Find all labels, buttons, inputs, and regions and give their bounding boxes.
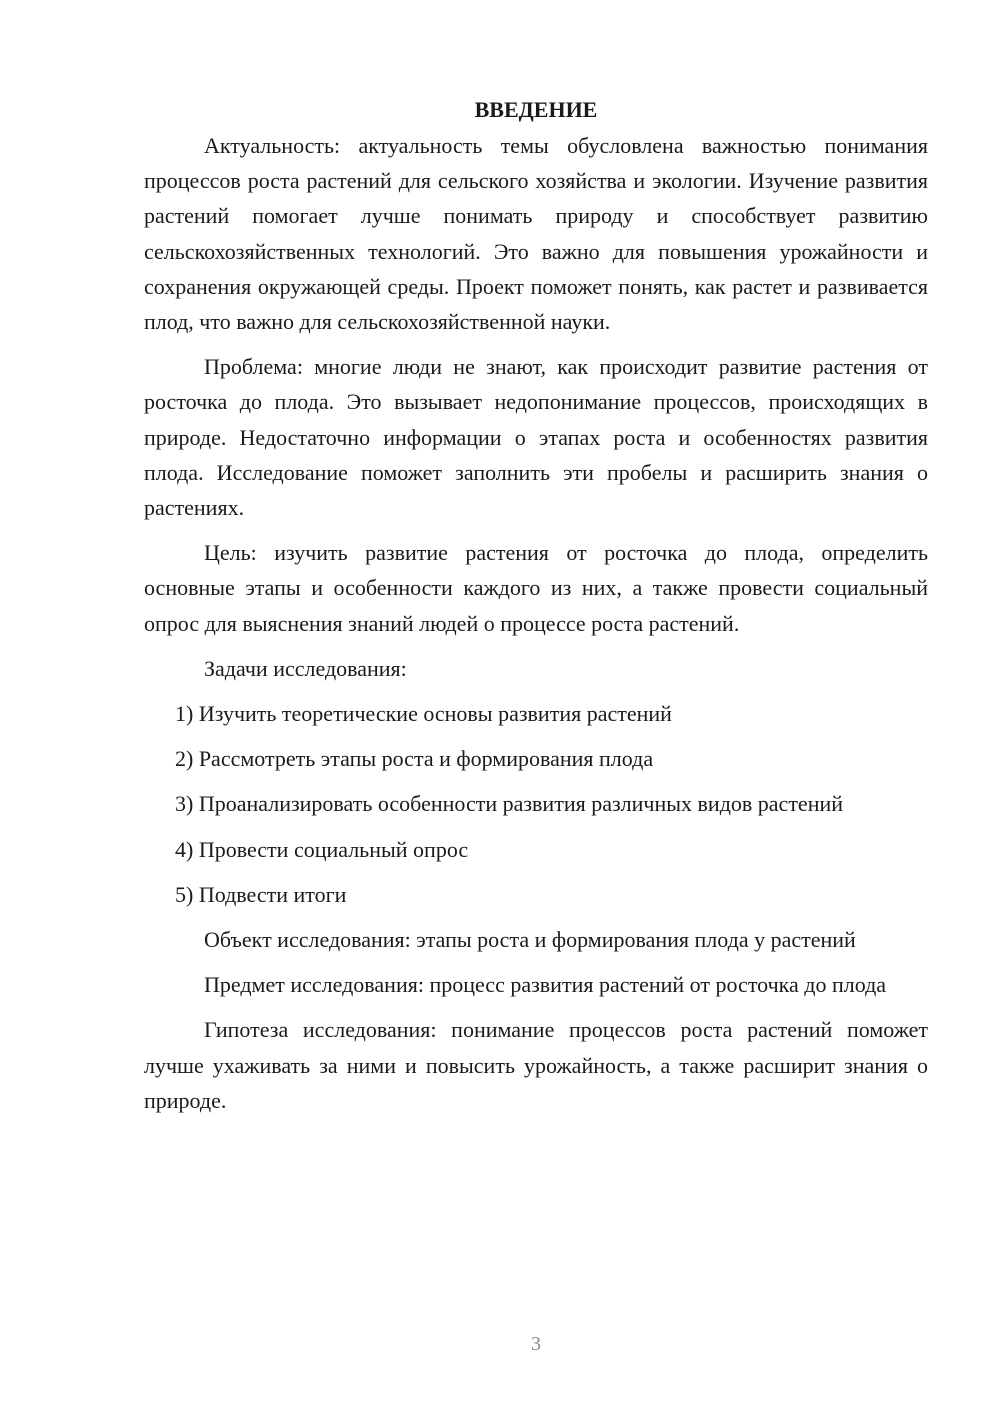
paragraph-goal: Цель: изучить развитие растения от росточка до плода, определить основные этапы и особенности каждого из них, а также провести социальный опрос для выяснения знаний людей о процессе роста растений. xyxy=(144,540,928,636)
task-item: 1) Изучить теоретические основы развития растений xyxy=(175,701,672,727)
paragraph-object: Объект исследования: этапы роста и формирования плода у растений xyxy=(204,927,856,953)
task-item: 3) Проанализировать особенности развития различных видов растений xyxy=(175,791,844,817)
task-item: 5) Подвести итоги xyxy=(175,881,347,907)
section-title: ВВЕДЕНИЕ xyxy=(474,97,598,122)
document-page xyxy=(144,92,928,1128)
page-number: 3 xyxy=(531,1333,541,1355)
paragraph-problem: Проблема: многие люди не знают, как происходит развитие растения от росточка до плода. Это вызывает недопонимание процессов, происходящих в природе. Недостаточно информации о этапах роста и особенностях развития плода. Исследование поможет заполнить эти пробелы и расширить знания о растениях. xyxy=(144,354,928,521)
paragraph-subject: Предмет исследования: процесс развития растений от росточка до плода xyxy=(204,972,887,998)
paragraph-hypothesis: Гипотеза исследования: понимание процессов роста растений поможет лучше ухаживать за ними и повысить урожайность, а также расширит знания о природе. xyxy=(144,1017,928,1113)
task-item: 2) Рассмотреть этапы роста и формирования плода xyxy=(175,746,654,772)
paragraph-relevance: Актуальность: актуальность темы обусловлена важностью понимания процессов роста растений для сельского хозяйства и экологии. Изучение развития растений помогает лучше понимать природу и способствует развитию сельскохозяйственных технологий. Это важно для повышения урожайности и сохранения окружающей среды. Проект поможет понять, как растет и развивается плод, что важно для сельскохозяйственной науки. xyxy=(144,133,928,335)
tasks-heading: Задачи исследования: xyxy=(204,655,407,681)
task-item: 4) Провести социальный опрос xyxy=(175,836,469,862)
